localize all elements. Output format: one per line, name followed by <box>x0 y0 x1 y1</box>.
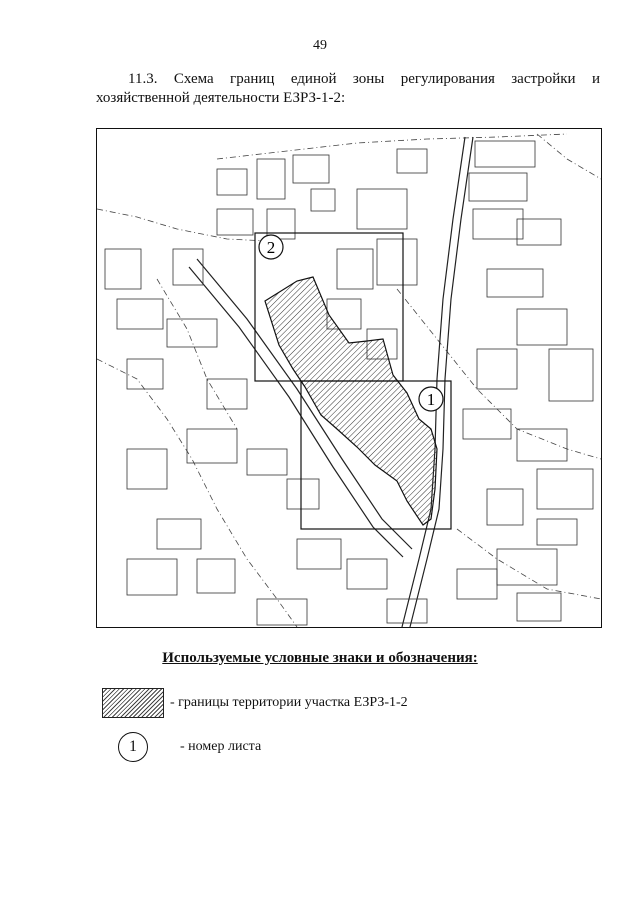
sheet-number-circle-icon: 1 <box>118 732 148 762</box>
caption-line-2: хозяйственной деятельности ЕЗРЗ-1-2: <box>96 90 346 106</box>
caption-line-1: 11.3. Схема границ единой зоны регулирования застройки и <box>128 71 600 87</box>
legend-text-sheet-number: - номер листа <box>180 739 262 754</box>
zone-territory-hatched <box>265 277 437 525</box>
map-frame <box>96 128 602 628</box>
hatched-area-swatch <box>102 688 164 718</box>
legend-row-sheet-number <box>118 730 261 764</box>
caption <box>96 70 600 108</box>
legend-text-territory: - границы территории участка ЕЗРЗ-1-2 <box>170 695 408 710</box>
legend-row-territory <box>102 686 408 720</box>
sheet-label-1: 1 <box>426 390 436 409</box>
zone-map <box>97 129 601 627</box>
vertical-road <box>402 137 473 627</box>
page-number: 49 <box>313 38 327 53</box>
sheet-label-2: 2 <box>266 238 276 257</box>
legend-title: Используемые условные знаки и обозначения: <box>162 650 478 666</box>
